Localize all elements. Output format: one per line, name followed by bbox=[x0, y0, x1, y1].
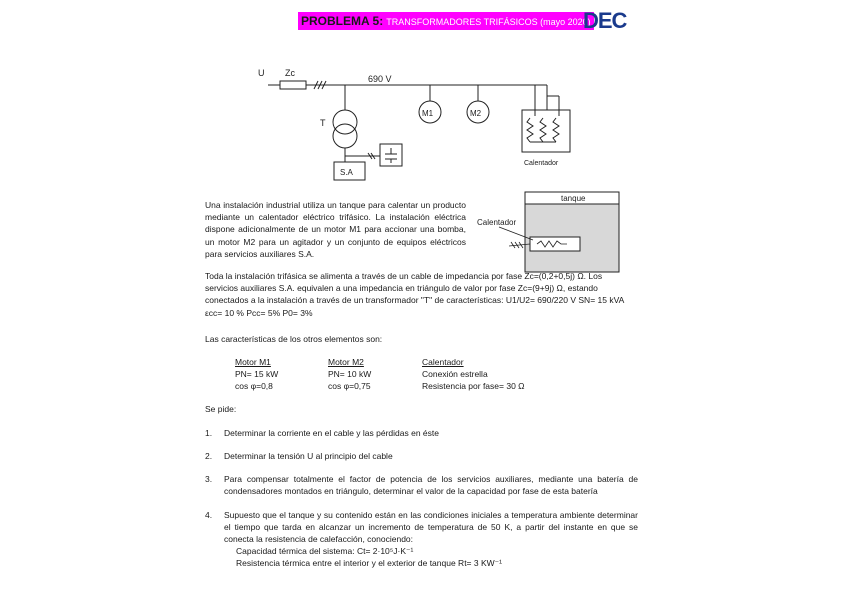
motor-m2-power: PN= 10 kW bbox=[328, 369, 372, 379]
q4-thermal-capacity: Capacidad térmica del sistema: Ct= 2·10⁵J·K⁻¹ bbox=[236, 546, 414, 556]
label-m1: M1 bbox=[422, 109, 434, 118]
motor-m2-pf: cos φ=0,75 bbox=[328, 381, 371, 391]
tank-heater-label: Calentador bbox=[477, 218, 517, 227]
label-zc: Zc bbox=[285, 68, 295, 78]
heater-title: Calentador bbox=[422, 357, 464, 367]
heater-connection: Conexión estrella bbox=[422, 369, 488, 379]
page-title bbox=[298, 12, 594, 30]
title-lead: PROBLEMA 5: bbox=[301, 14, 384, 28]
q4-thermal-resistance: Resistencia térmica entre el interior y el exterior de tanque Rt= 3 KW⁻¹ bbox=[236, 558, 502, 568]
question-number: 3. bbox=[205, 474, 213, 484]
transformer-coil-2 bbox=[333, 124, 357, 148]
label-t: T bbox=[320, 118, 326, 128]
question-text: Determinar la tensión U al principio del cable bbox=[224, 451, 393, 461]
label-u: U bbox=[258, 68, 265, 78]
label-m2: M2 bbox=[470, 109, 482, 118]
label-690v: 690 V bbox=[368, 74, 392, 84]
label-sa: S.A bbox=[340, 168, 353, 177]
question-number: 2. bbox=[205, 451, 213, 461]
question-text: Supuesto que el tanque y su contenido están en las condiciones iniciales a temperatura ambiente determinar el tiempo que tarda en alcanzar un incremento de temperatura de 50 K, a partir del instante en que se conecta la resistencia de calefacción, conociendo: bbox=[224, 510, 638, 544]
circuit-diagram bbox=[250, 58, 590, 188]
question-number: 1. bbox=[205, 428, 213, 438]
motor-m2-title: Motor M2 bbox=[328, 357, 364, 367]
question-2 bbox=[205, 450, 638, 464]
question-3 bbox=[205, 473, 638, 499]
heater-resistance: Resistencia por fase= 30 Ω bbox=[422, 381, 525, 391]
question-4 bbox=[205, 509, 638, 547]
intro-paragraph-2: Toda la instalación trifásica se alimenta a través de un cable de impedancia por fase Zc=(0,2+0,5j) Ω. Los servicios auxiliares S.A. equivalen a una impedancia en triángulo de valor por fase Zc=(9+9j) Ω, estando conectados a la instalación a través de un transformador "T" de características: U1/U2= 690/220 V SN= 15 kVA εcc= 10 % Pcc= 5% P0= 3% bbox=[205, 271, 624, 318]
motor-m2-specs bbox=[328, 356, 371, 392]
title-rest: TRANSFORMADORES TRIFÁSICOS (mayo 2020) bbox=[386, 17, 591, 27]
label-heater: Calentador bbox=[524, 160, 559, 167]
motor-m1-specs bbox=[235, 356, 278, 392]
motor-m1-pf: cos φ=0,8 bbox=[235, 381, 273, 391]
question-number: 4. bbox=[205, 510, 213, 520]
cable-impedance-zc bbox=[280, 81, 306, 89]
tank-diagram bbox=[475, 190, 625, 276]
question-text: Para compensar totalmente el factor de potencia de los servicios auxiliares, mediante una batería de condensadores montados en triángulo, determinar el valor de la capacidad por fase de esta batería bbox=[224, 474, 638, 496]
question-text: Determinar la corriente en el cable y las pérdidas en éste bbox=[224, 428, 439, 438]
dec-logo: DEC bbox=[583, 8, 627, 33]
tank-label: tanque bbox=[561, 194, 586, 203]
question-1 bbox=[205, 427, 638, 441]
heater-specs bbox=[422, 356, 525, 392]
se-pide: Se pide: bbox=[205, 404, 237, 414]
elements-intro: Las características de los otros elementos son: bbox=[205, 334, 383, 344]
motor-m1-title: Motor M1 bbox=[235, 357, 271, 367]
motor-m1-power: PN= 15 kW bbox=[235, 369, 279, 379]
intro-paragraph-1: Una instalación industrial utiliza un tanque para calentar un producto mediante un calentador eléctrico trifásico. La instalación eléctrica dispone adicionalmente de un motor M1 para accionar una bomba, un motor M2 para un agitador y un conjunto de equipos eléctricos para servicios auxiliares S.A. bbox=[205, 200, 466, 259]
transformer-coil-1 bbox=[333, 110, 357, 134]
